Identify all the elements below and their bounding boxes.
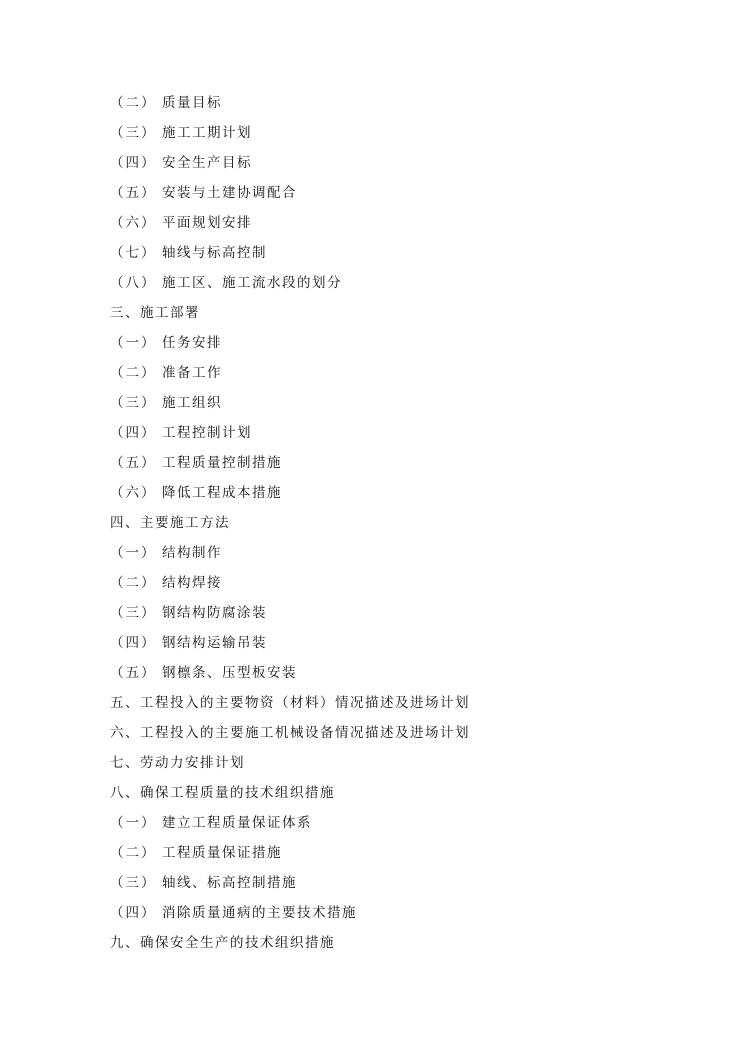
- toc-item-number: （二）: [110, 95, 157, 111]
- toc-subsection-item: [110, 418, 710, 448]
- toc-subsection-item: [110, 178, 710, 208]
- toc-section-heading: [110, 928, 710, 958]
- toc-subsection-item: [110, 838, 710, 868]
- toc-item-text: 施工工期计划: [162, 125, 252, 141]
- toc-subsection-item: [110, 598, 710, 628]
- toc-section-heading: [110, 778, 710, 808]
- toc-subsection-item: [110, 448, 710, 478]
- toc-subsection-item: [110, 88, 710, 118]
- toc-item-text: 安全生产目标: [162, 155, 252, 171]
- toc-item-text: 结构焊接: [162, 575, 222, 591]
- toc-item-number: （八）: [110, 275, 157, 291]
- toc-item-text: 钢结构防腐涂装: [162, 605, 267, 621]
- toc-item-text: 五、工程投入的主要物资（材料）情况描述及进场计划: [110, 695, 470, 711]
- toc-subsection-item: [110, 208, 710, 238]
- toc-subsection-item: [110, 148, 710, 178]
- toc-item-text: 九、确保安全生产的技术组织措施: [110, 935, 335, 951]
- toc-item-text: 降低工程成本措施: [162, 485, 282, 501]
- toc-item-text: 工程质量保证措施: [162, 845, 282, 861]
- toc-item-text: 七、劳动力安排计划: [110, 755, 245, 771]
- toc-item-text: 施工组织: [162, 395, 222, 411]
- toc-item-text: 工程控制计划: [162, 425, 252, 441]
- toc-item-number: （七）: [110, 245, 157, 261]
- toc-subsection-item: [110, 328, 710, 358]
- toc-item-text: 三、施工部署: [110, 305, 200, 321]
- toc-item-number: （四）: [110, 155, 157, 171]
- toc-subsection-item: [110, 388, 710, 418]
- toc-subsection-item: [110, 568, 710, 598]
- toc-item-number: （三）: [110, 395, 157, 411]
- toc-item-number: （五）: [110, 185, 157, 201]
- toc-section-heading: [110, 298, 710, 328]
- toc-item-text: 八、确保工程质量的技术组织措施: [110, 785, 335, 801]
- toc-item-number: （四）: [110, 905, 157, 921]
- toc-item-text: 轴线与标高控制: [162, 245, 267, 261]
- toc-subsection-item: [110, 868, 710, 898]
- toc-item-number: （四）: [110, 635, 157, 651]
- toc-subsection-item: [110, 268, 710, 298]
- toc-item-number: （六）: [110, 485, 157, 501]
- toc-item-text: 建立工程质量保证体系: [162, 815, 312, 831]
- toc-item-text: 工程质量控制措施: [162, 455, 282, 471]
- toc-item-text: 消除质量通病的主要技术措施: [162, 905, 357, 921]
- toc-item-number: （五）: [110, 665, 157, 681]
- toc-section-heading: [110, 688, 710, 718]
- toc-item-text: 结构制作: [162, 545, 222, 561]
- toc-item-text: 四、主要施工方法: [110, 515, 230, 531]
- toc-item-text: 钢檩条、压型板安装: [162, 665, 297, 681]
- toc-subsection-item: [110, 238, 710, 268]
- toc-item-text: 任务安排: [162, 335, 222, 351]
- toc-item-text: 质量目标: [162, 95, 222, 111]
- toc-item-number: （三）: [110, 605, 157, 621]
- toc-item-number: （二）: [110, 575, 157, 591]
- toc-item-text: 钢结构运输吊装: [162, 635, 267, 651]
- toc-item-number: （五）: [110, 455, 157, 471]
- toc-section-heading: [110, 718, 710, 748]
- toc-section-heading: [110, 508, 710, 538]
- toc-subsection-item: [110, 808, 710, 838]
- toc-item-number: （三）: [110, 875, 157, 891]
- toc-subsection-item: [110, 538, 710, 568]
- toc-item-text: 平面规划安排: [162, 215, 252, 231]
- toc-subsection-item: [110, 658, 710, 688]
- toc-item-number: （一）: [110, 545, 157, 561]
- toc-section-heading: [110, 748, 710, 778]
- toc-subsection-item: [110, 898, 710, 928]
- toc-item-number: （一）: [110, 335, 157, 351]
- toc-item-number: （二）: [110, 845, 157, 861]
- toc-item-text: 安装与土建协调配合: [162, 185, 297, 201]
- toc-item-text: 准备工作: [162, 365, 222, 381]
- toc-subsection-item: [110, 478, 710, 508]
- toc-subsection-item: [110, 358, 710, 388]
- toc-item-number: （二）: [110, 365, 157, 381]
- toc-item-text: 施工区、施工流水段的划分: [162, 275, 342, 291]
- toc-subsection-item: [110, 628, 710, 658]
- toc-item-number: （一）: [110, 815, 157, 831]
- toc-subsection-item: [110, 118, 710, 148]
- toc-item-number: （三）: [110, 125, 157, 141]
- toc-item-number: （六）: [110, 215, 157, 231]
- toc-item-text: 六、工程投入的主要施工机械设备情况描述及进场计划: [110, 725, 470, 741]
- toc-item-text: 轴线、标高控制措施: [162, 875, 297, 891]
- toc-item-number: （四）: [110, 425, 157, 441]
- table-of-contents: [110, 88, 710, 958]
